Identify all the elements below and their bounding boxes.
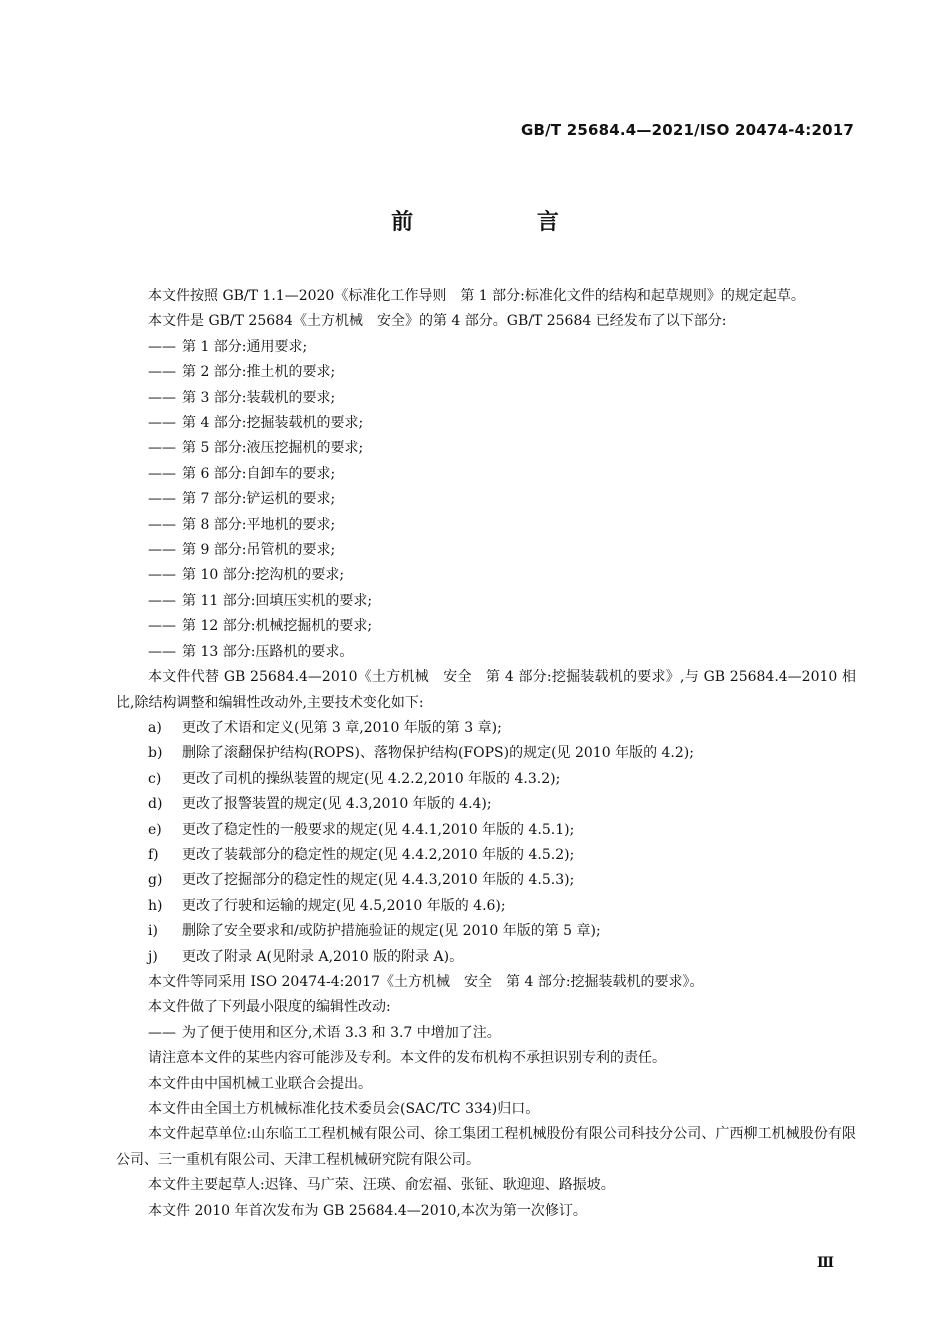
- list-item: —— 第 13 部分:压路机的要求。: [148, 643, 354, 660]
- list-item: g) 更改了挖掘部分的稳定性的规定(见 4.4.3,2010 年版的 4.5.3);: [148, 872, 575, 889]
- paragraph-adoption: 本文件等同采用 ISO 20474-4:2017《土方机械 安全 第 4 部分:挖掘装载机的要求》。: [148, 973, 704, 990]
- standard-code: GB/T 25684.4—2021/ISO 20474-4:2017: [521, 121, 854, 139]
- list-item: e) 更改了稳定性的一般要求的规定(见 4.4.1,2010 年版的 4.5.1);: [148, 821, 575, 838]
- list-item: f) 更改了装载部分的稳定性的规定(见 4.4.2,2010 年版的 4.5.2);: [148, 846, 575, 863]
- list-item: i) 删除了安全要求和/或防护措施验证的规定(见 2010 年版的第 5 章);: [148, 923, 601, 940]
- list-item: h) 更改了行驶和运输的规定(见 4.5,2010 年版的 4.6);: [148, 897, 506, 914]
- list-item: d) 更改了报警装置的规定(见 4.3,2010 年版的 4.4);: [148, 796, 492, 813]
- paragraph-drafting-units: 本文件起草单位:山东临工工程机械有限公司、徐工集团工程机械股份有限公司科技分公司、广西柳工机械股份有限公司、三一重机有限公司、天津工程机械研究院有限公司。: [116, 1126, 856, 1168]
- list-item: —— 第 11 部分:回填压实机的要求;: [148, 592, 373, 609]
- list-item: —— 第 10 部分:挖沟机的要求;: [148, 567, 345, 584]
- list-item: a) 更改了术语和定义(见第 3 章,2010 年版的第 3 章);: [148, 719, 502, 736]
- parts-list: [116, 335, 856, 665]
- list-item: —— 第 3 部分:装载机的要求;: [148, 389, 336, 406]
- paragraph-history: 本文件 2010 年首次发布为 GB 25684.4—2010,本次为第一次修订。: [148, 1202, 587, 1219]
- list-item: —— 第 8 部分:平地机的要求;: [148, 516, 336, 533]
- list-item: —— 第 7 部分:铲运机的要求;: [148, 491, 336, 508]
- paragraph-drafting-rules: 本文件按照 GB/T 1.1—2020《标准化工作导则 第 1 部分:标准化文件的结构和起草规则》的规定起草。: [148, 288, 805, 304]
- paragraph-editorial-changes: 本文件做了下列最小限度的编辑性改动:: [148, 999, 391, 1016]
- foreword-body: [116, 284, 856, 1224]
- paragraph-patent-notice: 请注意本文件的某些内容可能涉及专利。本文件的发布机构不承担识别专利的责任。: [148, 1050, 666, 1067]
- list-item: j) 更改了附录 A(见附录 A,2010 版的附录 A)。: [148, 948, 464, 965]
- page-number: Ⅲ: [816, 1255, 834, 1271]
- list-item: —— 第 1 部分:通用要求;: [148, 338, 308, 355]
- list-item: —— 第 4 部分:挖掘装载机的要求;: [148, 415, 364, 432]
- page-title: 前 言: [391, 210, 617, 235]
- list-item: —— 第 9 部分:吊管机的要求;: [148, 542, 336, 559]
- paragraph-series-intro: 本文件是 GB/T 25684《土方机械 安全》的第 4 部分。GB/T 25684 已经发布了以下部分:: [148, 313, 727, 330]
- paragraph-drafters: 本文件主要起草人:迟锋、马广荣、汪瑛、俞宏福、张钲、耿迎迎、路振坡。: [148, 1177, 615, 1194]
- list-item: —— 第 6 部分:自卸车的要求;: [148, 465, 336, 482]
- paragraph-proposer: 本文件由中国机械工业联合会提出。: [148, 1075, 372, 1092]
- list-item: —— 为了便于使用和区分,术语 3.3 和 3.7 中增加了注。: [148, 1024, 501, 1041]
- list-item: b) 删除了滚翻保护结构(ROPS)、落物保护结构(FOPS)的规定(见 2010 年版的 4.2);: [148, 745, 694, 762]
- paragraph-committee: 本文件由全国土方机械标准化技术委员会(SAC/TC 334)归口。: [148, 1101, 540, 1117]
- list-item: —— 第 5 部分:液压挖掘机的要求;: [148, 440, 364, 457]
- list-item: —— 第 2 部分:推土机的要求;: [148, 364, 336, 381]
- changes-list: [116, 716, 856, 970]
- list-item: c) 更改了司机的操纵装置的规定(见 4.2.2,2010 年版的 4.3.2);: [148, 770, 561, 787]
- paragraph-replacement: 本文件代替 GB 25684.4—2010《土方机械 安全 第 4 部分:挖掘装载机的要求》,与 GB 25684.4—2010 相比,除结构调整和编辑性改动外,主要技术变化如下:: [116, 669, 856, 711]
- list-item: —— 第 12 部分:机械挖掘机的要求;: [148, 618, 373, 635]
